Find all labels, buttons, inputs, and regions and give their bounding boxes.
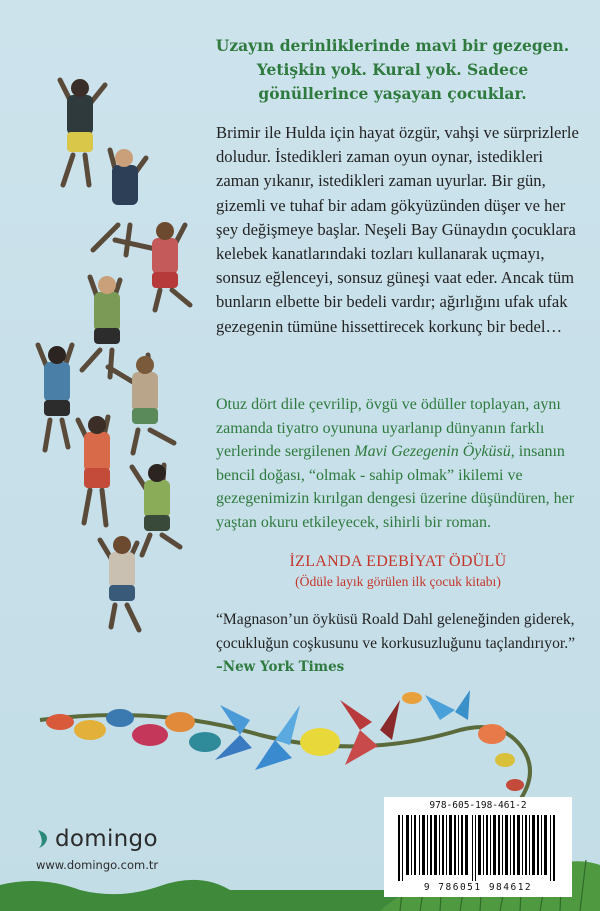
- praise-text-before: Otuz dört dile çevrilip, övgü ve ödüller toplayan, aynı zamanda tiyatro oyununa uyarlanıp dünyanın farklı yerlerinde sergilenen: [216, 396, 561, 461]
- award-subtitle: (Ödüle layık görülen ilk çocuk kitabı): [295, 574, 501, 589]
- domingo-logo-icon: [36, 828, 52, 850]
- tagline: Uzayın derinliklerinde mavi bir gezegen. Yetişkin yok. Kural yok. Sadece gönüllerince yaşayan çocuklar.: [215, 36, 570, 103]
- praise-text-after: , insanın bencil doğası, “olmak - sahip olmak” ikilemi ve gezegenimizin kırılgan dengesi üzerine düşündüren, her yaştan okuru etkileyecek, sihirli bir roman.: [216, 443, 575, 531]
- publisher-name: domingo: [55, 826, 158, 852]
- quote-source: –New York Times: [216, 659, 345, 675]
- barcode-bars: [398, 815, 558, 881]
- isbn-number: 978-605-198-461-2: [429, 800, 527, 811]
- publisher-logo: [36, 826, 158, 852]
- barcode: [384, 797, 572, 897]
- book-blurb: Brimir ile Hulda için hayat özgür, vahşi ve sürprizlerle doludur. İstedikleri zaman oyun oynar, istedikleri zaman yıkanır, istedikleri zaman uyurlar. Bir gün, gizemli ve tuhaf bir adam gökyüzünden düşer ve her şey değişmeye başlar. Neşeli Bay Günaydın çocuklara kelebek kanatlarındaki tozları kullanarak uçmayı, sonsuz eğlenceyi, sonsuz güneşi vaat eder. Ancak tüm bunların elbette bir bedeli vardır; ağırlığını ufak ufak gezegenin tümüne hissettirecek korkunç bir bedel…: [216, 123, 579, 336]
- award-title: İZLANDA EDEBİYAT ÖDÜLÜ: [289, 553, 507, 570]
- children-illustration: [20, 60, 220, 640]
- quote-text: “Magnason’un öyküsü Roald Dahl geleneğinden giderek, çocukluğun coşkusunu ve korkusuzluğunu taçlandırıyor.”: [216, 611, 576, 652]
- publisher-website: www.domingo.com.tr: [36, 858, 159, 872]
- isbn-barcode-digits: 9 786051 984612: [423, 882, 533, 893]
- book-praise-paragraph: [216, 393, 582, 535]
- book-title-italic: Mavi Gezegenin Öyküsü: [354, 443, 511, 461]
